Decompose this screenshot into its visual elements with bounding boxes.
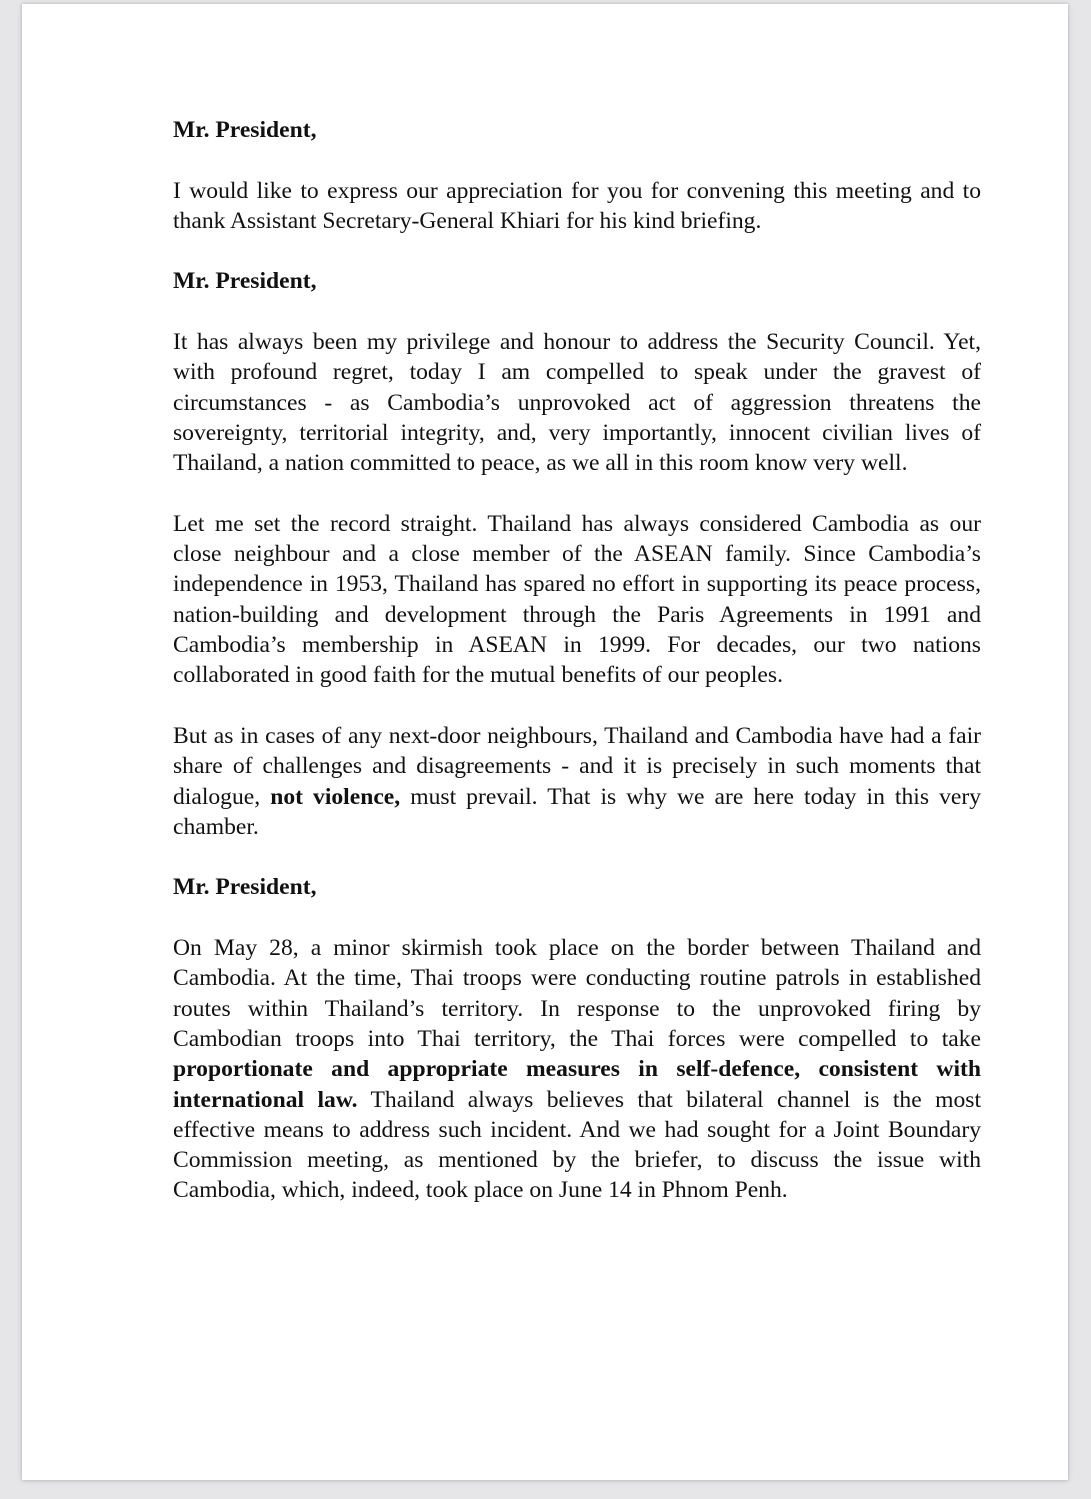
salutation: Mr. President, <box>173 874 317 901</box>
paragraph-text: must prevail. That is why we are here today in this very chamber. <box>173 783 981 840</box>
paragraph-text: On May 28, a minor skirmish took place on the border between Thailand and Cambodia. At the time, Thai troops were conducting routine patrols in established routes within Thailand’s territory. In response to the unprovoked firing by Cambodian troops into Thai territory, the Thai forces were compelled to take <box>173 935 981 1052</box>
paragraph-skirmish <box>173 933 981 1206</box>
emphasis-text: not violence, <box>270 783 401 810</box>
paragraph-text: Thailand always believes that bilateral channel is the most effective means to address such incident. And we had sought for a Joint Boundary Commission meeting, as mentioned by the briefer, to discuss the issue with Cambodia, which, indeed, took place on June 14 in Phnom Penh. <box>173 1086 982 1204</box>
salutation: Mr. President, <box>173 268 317 295</box>
paragraph-dialogue <box>173 721 981 842</box>
emphasis-text: proportionate and appropriate measures in self-defence, consistent with international law. <box>173 1056 981 1113</box>
document-body <box>173 115 981 1236</box>
salutation: Mr. President, <box>173 117 317 143</box>
paragraph-record: Let me set the record straight. Thailand has always considered Cambodia as our close neighbour and a close member of the ASEAN family. Since Cambodia’s independence in 1953, Thailand has spared no effort in supporting its peace process, nation-building and development through the Paris Agreements in 1991 and Cambodia’s membership in ASEAN in 1999. For decades, our two nations collaborated in good faith for the mutual benefits of our peoples. <box>173 510 981 689</box>
paragraph-text: But as in cases of any next-door neighbours, Thailand and Cambodia have had a fair share of challenges and disagreements - and it is precisely in such moments that dialogue, <box>173 722 981 810</box>
document-page <box>22 4 1068 1480</box>
paragraph-privilege: It has always been my privilege and honour to address the Security Council. Yet, with profound regret, today I am compelled to speak under the gravest of circumstances - as Cambodia’s unprovoked act of aggression threatens the sovereignty, territorial integrity, and, very importantly, innocent civilian lives of Thailand, a nation committed to peace, as we all in this room know very well. <box>173 329 981 477</box>
paragraph-appreciation: I would like to express our appreciation for you for convening this meeting and to thank Assistant Secretary-General Khiari for his kind briefing. <box>173 177 981 234</box>
